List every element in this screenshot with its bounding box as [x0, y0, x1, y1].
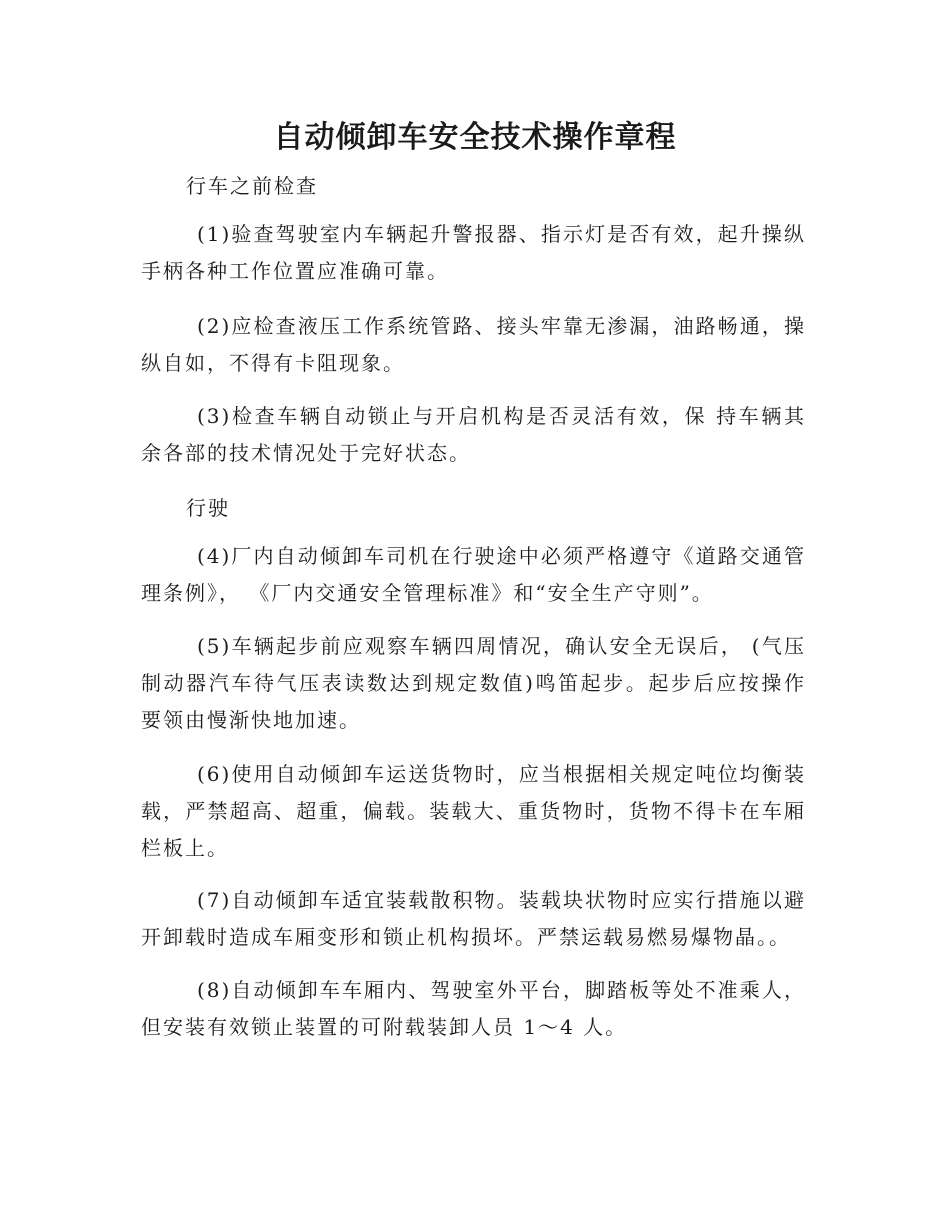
section-heading-pre-drive-check: 行车之前检查 — [186, 174, 318, 198]
paragraph-1: (1)验查驾驶室内车辆起升警报器、指示灯是否有效，起升操纵手柄各种工作位置应准确可靠。 — [141, 222, 806, 283]
paragraph-4: (4)厂内自动倾卸车司机在行驶途中必须严格遵守《道路交通管理条例》， 《厂内交通安全管理标准》和“安全生产守则”。 — [141, 544, 806, 605]
paragraph-6: (6)使用自动倾卸车运送货物时，应当根据相关规定吨位均衡装载，严禁超高、超重，偏载。装载大、重货物时，货物不得卡在车厢栏板上。 — [141, 762, 806, 860]
paragraph-5: (5)车辆起步前应观察车辆四周情况，确认安全无误后， (气压制动器汽车待气压表读数达到规定数值)鸣笛起步。起步后应按操作要领由慢渐快地加速。 — [141, 634, 806, 732]
document-title: 自动倾卸车安全技术操作章程 — [273, 120, 677, 155]
paragraph-3: (3)检查车辆自动锁止与开启机构是否灵活有效，保 持车辆其余各部的技术情况处于完好状态。 — [141, 404, 806, 465]
paragraph-8: (8)自动倾卸车车厢内、驾驶室外平台，脚踏板等处不准乘人，但安装有效锁止装置的可附载装卸人员 1～4 人。 — [141, 978, 806, 1039]
paragraph-7: (7)自动倾卸车适宜装载散积物。装载块状物时应实行措施以避开卸载时造成车厢变形和锁止机构损坏。严禁运载易燃易爆物晶。。 — [141, 888, 806, 949]
paragraph-2: (2)应检查液压工作系统管路、接头牢靠无渗漏，油路畅通，操纵自如，不得有卡阻现象。 — [141, 314, 806, 375]
section-heading-driving: 行驶 — [186, 496, 230, 520]
